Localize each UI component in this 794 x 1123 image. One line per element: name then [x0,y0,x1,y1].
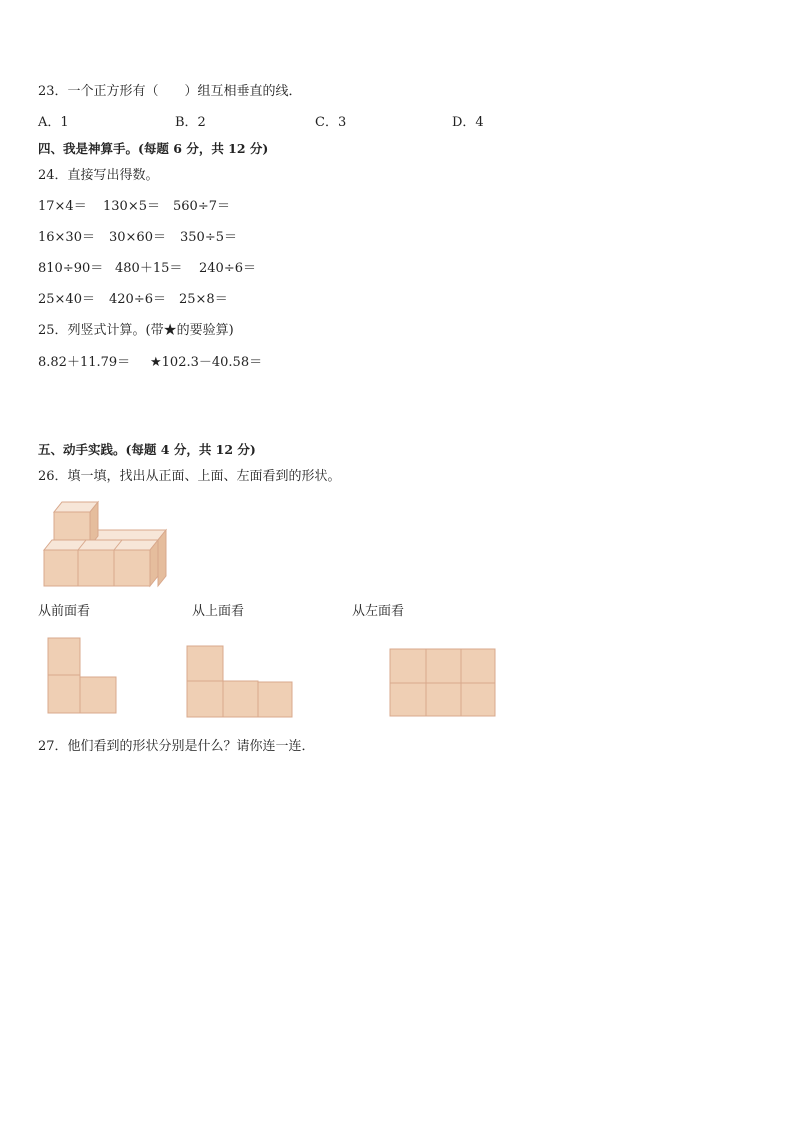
q24-item: 130×5＝ [103,199,160,214]
q25-stem: 25．列竖式计算。(带★的要验算) [38,323,234,338]
q24-item: 25×40＝ [38,292,95,307]
q25-item: 8.82＋11.79＝ [38,355,131,370]
cube-stack [44,502,166,586]
q24-item: 350÷5＝ [180,230,237,245]
q24-item: 810÷90＝ [38,261,104,276]
shape-option-1[interactable] [47,637,119,715]
view-label-left: 从左面看 [352,604,405,619]
q23-option-c[interactable]: C．3 [315,115,347,130]
q24-item: 420÷6＝ [109,292,166,307]
view-label-top: 从上面看 [192,604,245,619]
q23-option-d[interactable]: D．4 [452,115,484,130]
cube-stack-figure [40,496,172,590]
q25-item: ★102.3－40.58＝ [150,355,263,370]
q24-item: 30×60＝ [109,230,166,245]
q24-item: 16×30＝ [38,230,95,245]
shape-option-2[interactable] [186,645,294,719]
q23-option-a[interactable]: A．1 [38,115,69,130]
section-4-heading: 四、我是神算手。(每题 6 分，共 12 分) [38,141,269,156]
q23-option-b[interactable]: B．2 [175,115,206,130]
q24-item: 560÷7＝ [173,199,230,214]
q24-item: 240÷6＝ [199,261,256,276]
q24-stem: 24．直接写出得数。 [38,168,159,183]
q24-item: 17×4＝ [38,199,87,214]
section-5-heading: 五、动手实践。(每题 4 分，共 12 分) [38,442,256,457]
q27-stem: 27．他们看到的形状分别是什么？请你连一连． [38,739,315,754]
q24-item: 480＋15＝ [115,261,183,276]
q23-stem: 23．一个正方形有（ ）组互相垂直的线． [38,84,302,99]
q26-stem: 26．填一填，找出从正面、上面、左面看到的形状。 [38,469,341,484]
q24-item: 25×8＝ [179,292,228,307]
view-label-front: 从前面看 [38,604,91,619]
shape-option-3[interactable] [389,648,497,718]
